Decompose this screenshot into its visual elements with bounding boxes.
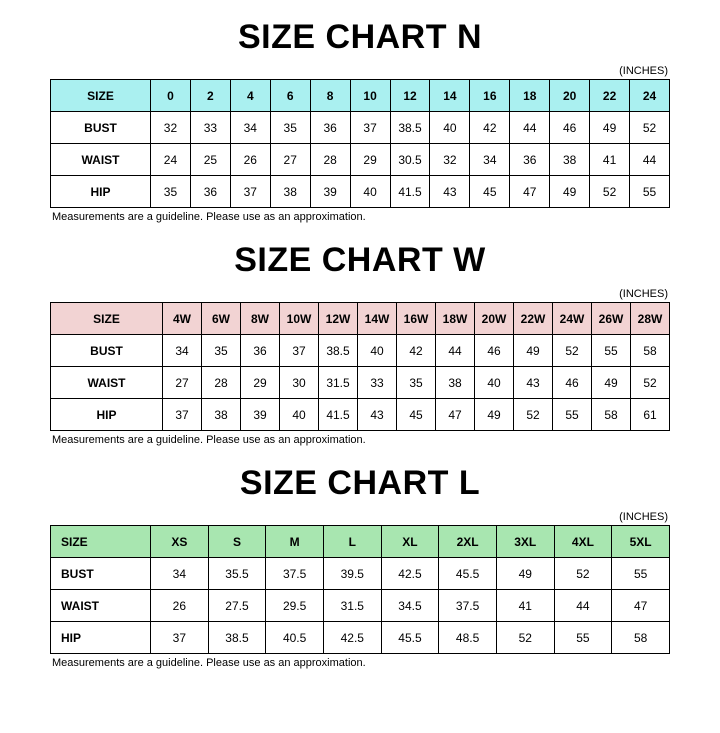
cell: 55: [612, 558, 670, 590]
table-row: [51, 335, 670, 367]
cell: 44: [630, 144, 670, 176]
cell: 37: [151, 622, 209, 654]
column-header: 5XL: [612, 526, 670, 558]
column-header: 24W: [553, 303, 592, 335]
column-header: 10: [350, 80, 390, 112]
column-header: 12W: [319, 303, 358, 335]
cell: 40: [430, 112, 470, 144]
column-header: 22: [590, 80, 630, 112]
cell: 28: [202, 367, 241, 399]
cell: 27.5: [208, 590, 266, 622]
cell: 26: [151, 590, 209, 622]
cell: 38: [436, 367, 475, 399]
cell: 40: [280, 399, 319, 431]
page-title-chart-w: SIZE CHART W: [234, 241, 486, 279]
size-chart-l-section: [0, 446, 720, 669]
cell: 46: [550, 112, 590, 144]
cell: 42.5: [381, 558, 439, 590]
row-label: WAIST: [51, 144, 151, 176]
cell: 35: [397, 367, 436, 399]
cell: 29: [241, 367, 280, 399]
units-label-chart-w: (INCHES): [619, 288, 668, 300]
cell: 36: [241, 335, 280, 367]
table-header-row: [51, 80, 670, 112]
column-header: 2XL: [439, 526, 497, 558]
cell: 41.5: [390, 176, 430, 208]
column-header: 10W: [280, 303, 319, 335]
row-label: HIP: [51, 399, 163, 431]
column-header: 18: [510, 80, 550, 112]
column-header: 2: [190, 80, 230, 112]
cell: 44: [510, 112, 550, 144]
column-header: 0: [151, 80, 191, 112]
column-header: 12: [390, 80, 430, 112]
cell: 32: [151, 112, 191, 144]
cell: 27: [163, 367, 202, 399]
cell: 31.5: [323, 590, 381, 622]
table-row: [51, 112, 670, 144]
column-header: 16: [470, 80, 510, 112]
table-row: [51, 622, 670, 654]
cell: 34.5: [381, 590, 439, 622]
cell: 29.5: [266, 590, 324, 622]
column-header: 14W: [358, 303, 397, 335]
cell: 55: [630, 176, 670, 208]
cell: 35: [151, 176, 191, 208]
cell: 35: [270, 112, 310, 144]
cell: 34: [470, 144, 510, 176]
cell: 45: [470, 176, 510, 208]
row-label: BUST: [51, 335, 163, 367]
row-label: HIP: [51, 622, 151, 654]
cell: 39.5: [323, 558, 381, 590]
column-header: XL: [381, 526, 439, 558]
table-row: [51, 590, 670, 622]
cell: 24: [151, 144, 191, 176]
cell: 37: [350, 112, 390, 144]
cell: 33: [358, 367, 397, 399]
column-header: 20: [550, 80, 590, 112]
cell: 40: [358, 335, 397, 367]
cell: 44: [554, 590, 612, 622]
cell: 42: [470, 112, 510, 144]
column-header: 16W: [397, 303, 436, 335]
cell: 31.5: [319, 367, 358, 399]
cell: 38.5: [319, 335, 358, 367]
cell: 55: [592, 335, 631, 367]
table-row: [51, 144, 670, 176]
cell: 52: [631, 367, 670, 399]
cell: 52: [553, 335, 592, 367]
cell: 41.5: [319, 399, 358, 431]
size-chart-w-section: [0, 223, 720, 446]
cell: 49: [475, 399, 514, 431]
cell: 49: [592, 367, 631, 399]
column-header-size: SIZE: [51, 526, 151, 558]
column-header: 4XL: [554, 526, 612, 558]
cell: 58: [631, 335, 670, 367]
cell: 52: [630, 112, 670, 144]
column-header: 22W: [514, 303, 553, 335]
size-table-l: [50, 525, 670, 654]
cell: 52: [514, 399, 553, 431]
column-header: 6W: [202, 303, 241, 335]
cell: 46: [475, 335, 514, 367]
disclaimer-note: Measurements are a guideline. Please use as an approximation.: [52, 657, 366, 669]
cell: 33: [190, 112, 230, 144]
cell: 30.5: [390, 144, 430, 176]
table-row: [51, 367, 670, 399]
cell: 41: [496, 590, 554, 622]
cell: 35: [202, 335, 241, 367]
column-header: XS: [151, 526, 209, 558]
units-label-chart-n: (INCHES): [619, 65, 668, 77]
cell: 58: [592, 399, 631, 431]
cell: 38: [202, 399, 241, 431]
cell: 45: [397, 399, 436, 431]
cell: 35.5: [208, 558, 266, 590]
row-label: WAIST: [51, 590, 151, 622]
table-row: [51, 558, 670, 590]
column-header: S: [208, 526, 266, 558]
table-row: [51, 176, 670, 208]
cell: 27: [270, 144, 310, 176]
cell: 43: [430, 176, 470, 208]
cell: 34: [230, 112, 270, 144]
cell: 44: [436, 335, 475, 367]
column-header: 4: [230, 80, 270, 112]
cell: 34: [163, 335, 202, 367]
cell: 25: [190, 144, 230, 176]
column-header: 20W: [475, 303, 514, 335]
cell: 61: [631, 399, 670, 431]
cell: 38: [550, 144, 590, 176]
cell: 47: [612, 590, 670, 622]
cell: 58: [612, 622, 670, 654]
cell: 55: [554, 622, 612, 654]
cell: 36: [190, 176, 230, 208]
cell: 37: [163, 399, 202, 431]
column-header: L: [323, 526, 381, 558]
cell: 39: [310, 176, 350, 208]
cell: 48.5: [439, 622, 497, 654]
size-table-w: [50, 302, 670, 431]
cell: 42: [397, 335, 436, 367]
cell: 34: [151, 558, 209, 590]
row-label: HIP: [51, 176, 151, 208]
cell: 43: [358, 399, 397, 431]
cell: 45.5: [439, 558, 497, 590]
cell: 37.5: [439, 590, 497, 622]
column-header: 3XL: [496, 526, 554, 558]
column-header: M: [266, 526, 324, 558]
cell: 38.5: [390, 112, 430, 144]
cell: 40: [350, 176, 390, 208]
column-header: 18W: [436, 303, 475, 335]
page-title-chart-n: SIZE CHART N: [238, 18, 482, 56]
cell: 52: [496, 622, 554, 654]
cell: 36: [510, 144, 550, 176]
cell: 45.5: [381, 622, 439, 654]
column-header: 26W: [592, 303, 631, 335]
cell: 55: [553, 399, 592, 431]
cell: 49: [550, 176, 590, 208]
cell: 38.5: [208, 622, 266, 654]
cell: 49: [590, 112, 630, 144]
column-header: 8W: [241, 303, 280, 335]
cell: 42.5: [323, 622, 381, 654]
cell: 49: [496, 558, 554, 590]
cell: 37: [280, 335, 319, 367]
cell: 39: [241, 399, 280, 431]
cell: 47: [436, 399, 475, 431]
disclaimer-note: Measurements are a guideline. Please use as an approximation.: [52, 434, 366, 446]
cell: 36: [310, 112, 350, 144]
cell: 52: [554, 558, 612, 590]
cell: 37: [230, 176, 270, 208]
cell: 52: [590, 176, 630, 208]
column-header: 24: [630, 80, 670, 112]
cell: 32: [430, 144, 470, 176]
cell: 46: [553, 367, 592, 399]
column-header: 28W: [631, 303, 670, 335]
cell: 41: [590, 144, 630, 176]
cell: 40.5: [266, 622, 324, 654]
size-table-n: [50, 79, 670, 208]
page-title-chart-l: SIZE CHART L: [239, 464, 481, 502]
row-label: BUST: [51, 112, 151, 144]
cell: 49: [514, 335, 553, 367]
cell: 26: [230, 144, 270, 176]
cell: 29: [350, 144, 390, 176]
disclaimer-note: Measurements are a guideline. Please use as an approximation.: [52, 211, 366, 223]
table-row: [51, 399, 670, 431]
cell: 38: [270, 176, 310, 208]
cell: 47: [510, 176, 550, 208]
size-chart-n-section: [0, 0, 720, 223]
column-header-size: SIZE: [51, 303, 163, 335]
row-label: BUST: [51, 558, 151, 590]
table-header-row: [51, 526, 670, 558]
row-label: WAIST: [51, 367, 163, 399]
column-header: 6: [270, 80, 310, 112]
column-header-size: SIZE: [51, 80, 151, 112]
cell: 30: [280, 367, 319, 399]
units-label-chart-l: (INCHES): [619, 511, 668, 523]
cell: 37.5: [266, 558, 324, 590]
column-header: 4W: [163, 303, 202, 335]
column-header: 8: [310, 80, 350, 112]
column-header: 14: [430, 80, 470, 112]
table-header-row: [51, 303, 670, 335]
cell: 28: [310, 144, 350, 176]
cell: 40: [475, 367, 514, 399]
cell: 43: [514, 367, 553, 399]
